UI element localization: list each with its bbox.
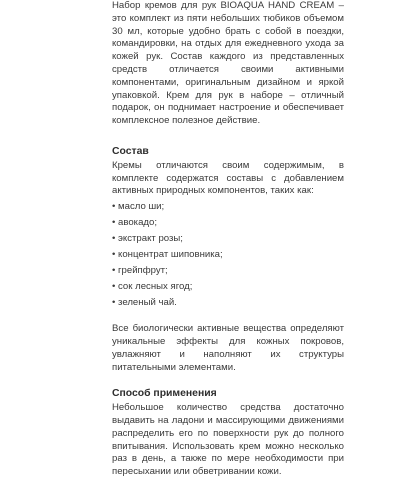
composition-section bbox=[112, 146, 344, 374]
composition-effects-text: Все биологически активные вещества определяют уникальные эффекты для кожных покровов, увлажняют и наполняют их структуры питательными элементами. bbox=[112, 323, 344, 373]
list-item: • экстракт розы; bbox=[112, 233, 183, 245]
composition-title: Состав bbox=[112, 145, 149, 157]
intro-paragraph: Набор кремов для рук BIOAQUA HAND CREAM – это комплект из пяти небольших тюбиков объемом 30 мл, которые удобно брать с собой в поездки, командировки, на отдых для ежедневного ухода за кожей рук. Состав каждого из представленных средств отличается своими активными компонентами, оригинальным дизайном и яркой упаковкой. Крем для рук в наборе – отличный подарок, он поднимает настроение и обеспечивает комплексное полезное действие. bbox=[112, 0, 344, 127]
list-item: • зеленый чай. bbox=[112, 297, 177, 309]
product-description bbox=[112, 0, 344, 479]
list-item: • авокадо; bbox=[112, 217, 158, 229]
ingredient-list bbox=[112, 199, 344, 311]
list-item: • сок лесных ягод; bbox=[112, 281, 193, 293]
list-item: • концентрат шиповника; bbox=[112, 249, 223, 261]
usage-section bbox=[112, 388, 344, 479]
list-item: • грейпфрут; bbox=[112, 265, 168, 277]
composition-text: Кремы отличаются своим содержимым, в комплекте содержатся составы с добавлением активных природных компонентов, таких как: bbox=[112, 159, 344, 197]
list-item: • масло ши; bbox=[112, 201, 165, 213]
usage-text: Небольшое количество средства достаточно выдавить на ладони и массирующими движениями распределить его по поверхности рук до полного впитывания. Использовать крем можно несколько раз в день, а также по мере необходимости при пересыхании или обветривании кожи. bbox=[112, 402, 344, 478]
usage-title: Способ применения bbox=[112, 388, 217, 400]
